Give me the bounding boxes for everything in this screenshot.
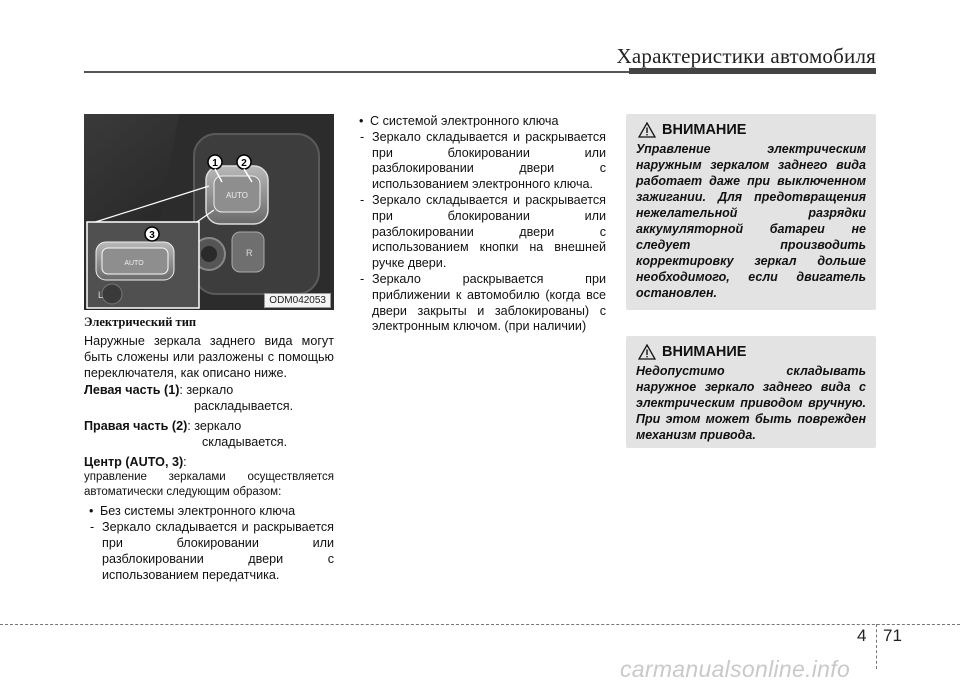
dash-text: Зеркало складывается и раскрывается при блокировании или разблокировании двери с использованием кнопки на внешней ручке двери. (372, 192, 606, 271)
figure-code: ODM042053 (264, 293, 331, 308)
dash-item: - Зеркало складывается и раскрывается при блокировании или разблокировании двери с использованием передатчика. (90, 520, 334, 582)
chapter-number: 4 (857, 626, 867, 645)
callout-1: 1 (212, 158, 218, 169)
dash-text: Зеркало раскрывается при приближении к автомобилю (когда все двери закрыты и заблокированы) с электронным ключом. (при наличии) (372, 271, 606, 334)
warning-header (638, 122, 866, 138)
center-item (84, 455, 334, 471)
warning-header (638, 344, 866, 360)
callout-2: 2 (241, 158, 247, 169)
dash-text: Зеркало складывается и раскрывается при блокировании или разблокировании двери с использованием передатчика. (102, 520, 334, 582)
center-colon: : (183, 454, 187, 469)
middle-column (354, 114, 606, 335)
dash-text: Зеркало складывается и раскрывается при блокировании или разблокировании двери с использованием электронного ключа. (372, 129, 606, 192)
left-part-item (84, 383, 334, 399)
warning-text: Управление электрическим наружным зеркалом заднего вида работает даже при выключенном зажигании. Для предотвращения нежелательной разрядки аккумуляторной батареи не следует производить корректировку зеркал дольше необходимого, если двигатель остановлен. (636, 142, 866, 300)
warning-triangle-icon (638, 122, 656, 138)
left-part-text: : зеркало (179, 383, 234, 398)
bullet-no-smart-key: • Без системы электронного ключа (84, 504, 334, 520)
warning-triangle-icon (638, 344, 656, 360)
dash-item: - Зеркало складывается и раскрывается при блокировании или разблокировании двери с использованием электронного ключа. (360, 129, 606, 192)
intro-paragraph: Наружные зеркала заднего вида могут быть сложены или разложены с помощью переключателя, как описано ниже. (84, 334, 334, 380)
section-subhead: Электрический тип (84, 315, 197, 329)
header-rule-thick (629, 68, 876, 74)
warning-title: ВНИМАНИЕ (662, 344, 747, 360)
dash-item: - Зеркало раскрывается при приближении к автомобилю (когда все двери закрыты и заблокированы) с электронным ключом. (при наличии) (360, 271, 606, 334)
left-part-cont: раскладывается. (194, 399, 294, 414)
page-number: 71 (883, 626, 902, 645)
right-column (626, 114, 876, 448)
page-header-title: Характеристики автомобиля (616, 44, 876, 68)
center-label: Центр (AUTO, 3) (84, 454, 184, 469)
switch-auto-label: AUTO (225, 191, 249, 200)
warning-title: ВНИМАНИЕ (662, 122, 747, 138)
right-part-label: Правая часть (2) (84, 418, 188, 433)
warning-box (626, 114, 876, 310)
footer-page-divider (876, 624, 877, 669)
callout-3: 3 (149, 230, 155, 241)
bullet-smart-key: • С системой электронного ключа (354, 114, 606, 130)
header-rule-thin (84, 71, 629, 73)
warning-text: Недопустимо складывать наружное зеркало заднего вида с электрическим приводом вручную. При этом может быть поврежден механизм привода. (636, 364, 866, 442)
right-part-cont: складывается. (202, 434, 288, 449)
footer-rule (0, 624, 960, 625)
right-part-text: : зеркало (187, 418, 242, 433)
mirror-switch-illustration (84, 114, 334, 310)
warning-box (626, 336, 876, 448)
left-column (84, 114, 334, 583)
center-text: управление зеркалами осуществляется автоматически следующим образом: (84, 471, 334, 499)
side-letter-l: L (98, 290, 104, 300)
left-part-label: Левая часть (1) (84, 383, 180, 398)
dash-item: - Зеркало складывается и раскрывается при блокировании или разблокировании двери с использованием кнопки на внешней ручке двери. (360, 192, 606, 271)
watermark: carmanualsonline.info (620, 656, 851, 682)
inset-auto-label: AUTO (124, 260, 144, 267)
mirror-switch-photo (84, 114, 334, 310)
right-part-item (84, 419, 334, 435)
side-letter-r: R (246, 248, 253, 258)
